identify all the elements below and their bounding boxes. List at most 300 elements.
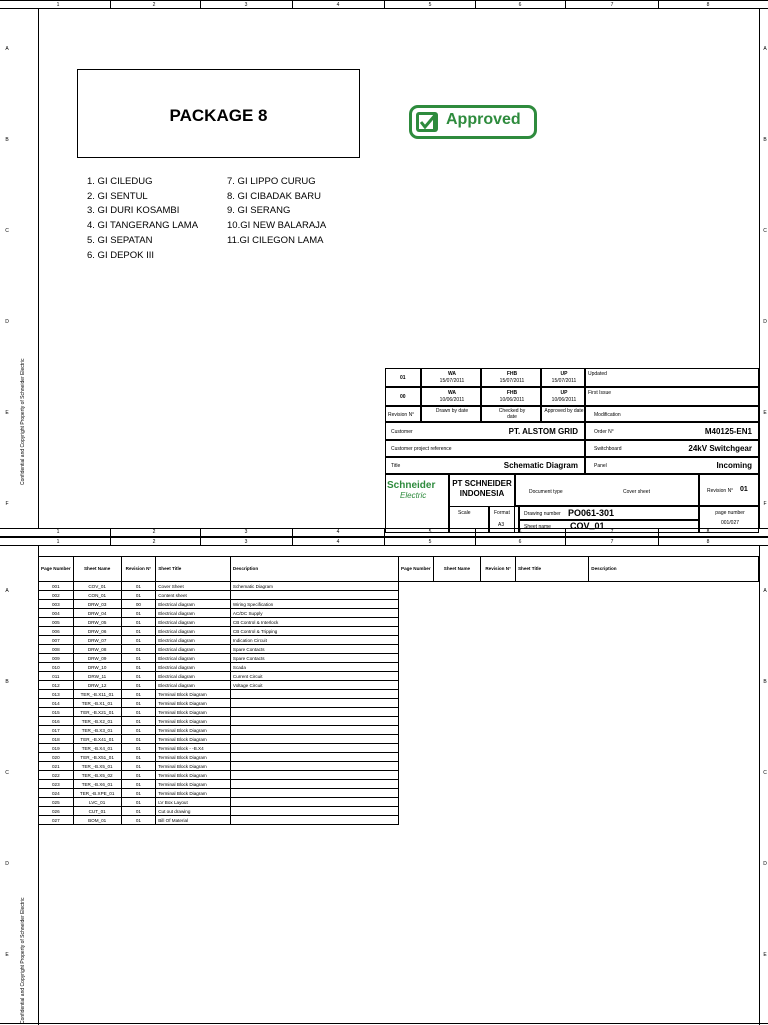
column-number: 3 bbox=[244, 2, 248, 8]
table-cell: 012 bbox=[39, 681, 74, 690]
table-cell: TER_-B.X41_01 bbox=[73, 735, 121, 744]
column-number: 6 bbox=[518, 529, 522, 535]
table-cell: 007 bbox=[39, 636, 74, 645]
approved-label: Approved bbox=[446, 111, 521, 128]
rev01-checked: FHB bbox=[506, 371, 518, 377]
column-number: 1 bbox=[56, 529, 60, 535]
column-divider bbox=[384, 538, 385, 546]
rev01-checked-date: 15/07/2011 bbox=[499, 378, 525, 384]
column-number: 5 bbox=[428, 539, 432, 545]
row-letter: A bbox=[763, 588, 767, 594]
table-cell: TER_-B.X51_01 bbox=[73, 753, 121, 762]
table-cell: 008 bbox=[39, 645, 74, 654]
column-divider bbox=[475, 1, 476, 9]
rev00-checked: FHB bbox=[506, 390, 518, 396]
table-cell: 027 bbox=[39, 816, 74, 825]
table-row bbox=[39, 609, 399, 618]
table-cell bbox=[230, 753, 398, 762]
hdr-checked: Checked by date bbox=[498, 408, 526, 420]
table-row bbox=[39, 816, 399, 825]
sheet-index-table bbox=[38, 556, 399, 825]
table-cell: 01 bbox=[121, 654, 156, 663]
column-number: 7 bbox=[610, 539, 614, 545]
revno-value: 01 bbox=[740, 486, 748, 493]
row-letter: D bbox=[763, 861, 767, 867]
row-letter: A bbox=[5, 588, 9, 594]
right-margin-line bbox=[759, 8, 760, 528]
table-cell: Cut out drawing bbox=[156, 807, 231, 816]
table-cell: 022 bbox=[39, 771, 74, 780]
row-letter: D bbox=[763, 319, 767, 325]
table-cell: Electrical diagram bbox=[156, 600, 231, 609]
table-cell bbox=[230, 789, 398, 798]
column-number: 4 bbox=[336, 539, 340, 545]
table-cell: DRW_12 bbox=[73, 681, 121, 690]
table-row bbox=[39, 645, 399, 654]
table-cell: CB Control & Interlock bbox=[230, 618, 398, 627]
column-divider bbox=[110, 1, 111, 9]
table-cell: 01 bbox=[121, 735, 156, 744]
table-cell: Electrical diagram bbox=[156, 618, 231, 627]
table-row bbox=[39, 690, 399, 699]
table-cell: 01 bbox=[121, 717, 156, 726]
table-row bbox=[39, 717, 399, 726]
table-cell: 01 bbox=[121, 807, 156, 816]
table-cell: 015 bbox=[39, 708, 74, 717]
table-cell: DRW_07 bbox=[73, 636, 121, 645]
table-cell: TER_-B.X11_01 bbox=[73, 690, 121, 699]
table-cell: Content sheet bbox=[156, 591, 231, 600]
rev01-no: 01 bbox=[400, 375, 406, 381]
rev00-drawn-date: 10/06/2011 bbox=[439, 397, 465, 403]
table-cell: 01 bbox=[121, 591, 156, 600]
column-number: 1 bbox=[56, 2, 60, 8]
table-cell: 019 bbox=[39, 744, 74, 753]
row-letter: D bbox=[5, 861, 9, 867]
table-cell: 01 bbox=[121, 582, 156, 591]
table-cell: 01 bbox=[121, 771, 156, 780]
gi-item: 7. GI LIPPO CURUG bbox=[227, 176, 316, 187]
doctype-label: Document type bbox=[529, 489, 563, 495]
hdr-rev: Revision N° bbox=[388, 412, 415, 418]
row-letter: E bbox=[5, 952, 9, 958]
table-cell: Electrical diagram bbox=[156, 627, 231, 636]
rev01-drawn: WA bbox=[447, 371, 457, 377]
table-cell: 006 bbox=[39, 627, 74, 636]
row-letter: D bbox=[5, 319, 9, 325]
table-cell: 01 bbox=[121, 708, 156, 717]
row-letter: F bbox=[5, 501, 9, 507]
column-divider bbox=[200, 528, 201, 536]
table-cell bbox=[230, 591, 398, 600]
gi-item: 5. GI SEPATAN bbox=[87, 234, 153, 246]
sheetname-label: Sheet name bbox=[524, 524, 551, 530]
table-cell bbox=[230, 807, 398, 816]
schneider-logo bbox=[385, 474, 449, 533]
table-cell: 01 bbox=[121, 672, 156, 681]
table-cell: DRW_05 bbox=[73, 618, 121, 627]
column-number: 3 bbox=[244, 539, 248, 545]
row-letter: B bbox=[5, 137, 9, 143]
table-cell: DRW_06 bbox=[73, 627, 121, 636]
table-cell: Terminal Block Diagram bbox=[156, 780, 231, 789]
format-value: A3 bbox=[498, 522, 505, 528]
rev00-no: 00 bbox=[400, 394, 406, 400]
table-cell bbox=[230, 690, 398, 699]
table-row bbox=[39, 726, 399, 735]
table-cell: Terminal Block Diagram bbox=[156, 699, 231, 708]
table-cell: Cover Sheet bbox=[156, 582, 231, 591]
table-cell: Terminal Block Diagram bbox=[156, 753, 231, 762]
table-header: Page Number bbox=[399, 557, 434, 582]
table-row bbox=[39, 744, 399, 753]
approved-stamp bbox=[409, 105, 537, 139]
table-cell: Electrical diagram bbox=[156, 654, 231, 663]
rev01-approved-date: 15/07/2011 bbox=[551, 378, 577, 384]
table-cell: 01 bbox=[121, 636, 156, 645]
table-cell: Terminal Block Diagram bbox=[156, 717, 231, 726]
table-row bbox=[39, 735, 399, 744]
gi-item: 6. GI DEPOK III bbox=[87, 249, 155, 261]
table-cell: 004 bbox=[39, 609, 74, 618]
table-cell: Electrical diagram bbox=[156, 672, 231, 681]
table-cell bbox=[230, 726, 398, 735]
column-number: 2 bbox=[152, 529, 156, 535]
table-cell bbox=[230, 717, 398, 726]
package-title: PACKAGE 8 bbox=[169, 106, 268, 125]
logo-top: Schneider bbox=[387, 480, 436, 491]
table-cell: Scada bbox=[230, 663, 398, 672]
table-row bbox=[39, 627, 399, 636]
table-cell: 01 bbox=[121, 744, 156, 753]
table-cell bbox=[230, 735, 398, 744]
table-cell: LV Box Layout bbox=[156, 798, 231, 807]
table-cell: Schematic Diagram bbox=[230, 582, 398, 591]
cust-ref-label: Customer project reference bbox=[391, 446, 452, 452]
row-letter: E bbox=[763, 410, 767, 416]
table-cell: DRW_08 bbox=[73, 645, 121, 654]
column-divider bbox=[475, 538, 476, 546]
table-cell: 01 bbox=[121, 753, 156, 762]
row-letter: C bbox=[763, 770, 767, 776]
column-number: 7 bbox=[610, 2, 614, 8]
table-row bbox=[39, 762, 399, 771]
title-label: Title bbox=[391, 463, 401, 469]
table-cell: TER_-B.X1_01 bbox=[73, 699, 121, 708]
gi-item: 3. GI DURI KOSAMBI bbox=[87, 205, 180, 217]
table-header: Sheet Name bbox=[433, 557, 481, 582]
table-row bbox=[39, 672, 399, 681]
sheetname-value: COV_01 bbox=[570, 521, 605, 531]
rev01-approved: UP bbox=[560, 371, 568, 377]
customer-value: PT. ALSTOM GRID bbox=[508, 427, 578, 436]
page-value: 001/027 bbox=[720, 520, 740, 526]
row-letter: B bbox=[763, 679, 767, 685]
check-icon bbox=[416, 112, 438, 132]
table-cell: Electrical diagram bbox=[156, 645, 231, 654]
gi-item: 11.GI CILEGON LAMA bbox=[227, 234, 324, 246]
table-cell: DRW_03 bbox=[73, 600, 121, 609]
column-number: 3 bbox=[244, 529, 248, 535]
row-letter: F bbox=[763, 501, 767, 507]
hdr-mod: Modification bbox=[594, 412, 621, 418]
content-sheet bbox=[0, 537, 768, 1024]
column-number: 2 bbox=[152, 2, 156, 8]
table-cell: 001 bbox=[39, 582, 74, 591]
table-cell: Voltage Circuit bbox=[230, 681, 398, 690]
table-cell: 00 bbox=[121, 600, 156, 609]
table-row bbox=[39, 591, 399, 600]
table-row bbox=[39, 708, 399, 717]
table-cell: Current Circuit bbox=[230, 672, 398, 681]
column-divider bbox=[110, 538, 111, 546]
table-cell: 01 bbox=[121, 681, 156, 690]
rev01-mod: Updated bbox=[588, 371, 607, 377]
table-cell: TER_-B.X5_02 bbox=[73, 771, 121, 780]
table-cell: Electrical diagram bbox=[156, 681, 231, 690]
table-cell: DRW_04 bbox=[73, 609, 121, 618]
table-cell bbox=[230, 771, 398, 780]
table-cell: Terminal Block Diagram bbox=[156, 726, 231, 735]
table-header: Description bbox=[589, 557, 759, 582]
table-cell: 016 bbox=[39, 717, 74, 726]
table-row bbox=[39, 789, 399, 798]
table-cell: Electrical diagram bbox=[156, 609, 231, 618]
table-cell: Bill Of Material bbox=[156, 816, 231, 825]
drawing-value: PO061-301 bbox=[568, 508, 615, 518]
table-cell bbox=[230, 798, 398, 807]
table-cell: 014 bbox=[39, 699, 74, 708]
column-divider bbox=[384, 1, 385, 9]
column-number: 5 bbox=[428, 2, 432, 8]
table-header: Description bbox=[230, 557, 398, 582]
table-cell: 026 bbox=[39, 807, 74, 816]
table-cell: 018 bbox=[39, 735, 74, 744]
table-cell: TER_-B.X4_01 bbox=[73, 744, 121, 753]
doctype-value: Cover sheet bbox=[623, 489, 650, 495]
table-cell: Spare Contacts bbox=[230, 645, 398, 654]
gi-item: 9. GI SERANG bbox=[227, 205, 291, 217]
hdr-approved: Approved by date bbox=[544, 408, 584, 414]
table-cell: 01 bbox=[121, 762, 156, 771]
rev00-approved-date: 10/06/2011 bbox=[551, 397, 577, 403]
table-cell: 017 bbox=[39, 726, 74, 735]
column-number: 7 bbox=[610, 529, 614, 535]
table-cell: Wiring Specification bbox=[230, 600, 398, 609]
column-divider bbox=[200, 538, 201, 546]
row-letter: C bbox=[5, 228, 9, 234]
table-cell: Spare Contacts bbox=[230, 654, 398, 663]
table-row bbox=[39, 771, 399, 780]
title-block bbox=[385, 368, 759, 533]
table-cell: Terminal Block Diagram bbox=[156, 762, 231, 771]
table-header: Revision N° bbox=[481, 557, 516, 582]
column-divider bbox=[658, 1, 659, 9]
table-cell bbox=[230, 744, 398, 753]
rev00-mod: First Issue bbox=[588, 390, 612, 396]
table-cell: 013 bbox=[39, 690, 74, 699]
title-value: Schematic Diagram bbox=[503, 461, 578, 470]
table-cell bbox=[230, 780, 398, 789]
table-cell: 025 bbox=[39, 798, 74, 807]
table-row bbox=[39, 663, 399, 672]
table-cell: 021 bbox=[39, 762, 74, 771]
table-cell: 01 bbox=[121, 609, 156, 618]
table-cell: TER_-B.X5_01 bbox=[73, 762, 121, 771]
table-cell: 01 bbox=[121, 699, 156, 708]
table-cell: COV_01 bbox=[73, 582, 121, 591]
column-divider bbox=[658, 538, 659, 546]
column-number: 4 bbox=[336, 2, 340, 8]
table-row bbox=[39, 618, 399, 627]
scale-label: Scale bbox=[458, 510, 471, 516]
table-cell: CB Control & Tripping bbox=[230, 627, 398, 636]
row-letter: E bbox=[5, 410, 9, 416]
table-cell: 01 bbox=[121, 780, 156, 789]
table-row bbox=[39, 780, 399, 789]
table-cell: 01 bbox=[121, 816, 156, 825]
table-cell: CON_01 bbox=[73, 591, 121, 600]
table-cell: DRW_09 bbox=[73, 654, 121, 663]
row-letter: C bbox=[5, 770, 9, 776]
confidential-note-2: Confidential and Copyright Property of Schneider Electric bbox=[20, 897, 26, 1024]
table-row bbox=[39, 753, 399, 762]
row-letter: C bbox=[763, 228, 767, 234]
table-header: Sheet Title bbox=[515, 557, 588, 582]
page-label: page number bbox=[715, 510, 745, 516]
table-cell: Indication Circuit bbox=[230, 636, 398, 645]
table-cell: Terminal Block Diagram bbox=[156, 708, 231, 717]
table-cell: 002 bbox=[39, 591, 74, 600]
table-cell: 024 bbox=[39, 789, 74, 798]
row-letter: A bbox=[763, 46, 767, 52]
table-cell: 010 bbox=[39, 663, 74, 672]
confidential-note: Confidential and Copyright Property of Schneider Electric bbox=[20, 358, 26, 485]
row-letter: B bbox=[5, 679, 9, 685]
table-cell: Electrical diagram bbox=[156, 636, 231, 645]
rev01-drawn-date: 15/07/2011 bbox=[439, 378, 465, 384]
customer-label: Customer bbox=[391, 429, 413, 435]
table-row bbox=[39, 699, 399, 708]
table-cell: 01 bbox=[121, 645, 156, 654]
column-number: 8 bbox=[706, 2, 710, 8]
table-cell bbox=[230, 699, 398, 708]
table-cell: Terminal Block Diagram bbox=[156, 789, 231, 798]
format-label: Format bbox=[494, 510, 510, 516]
table-cell: 005 bbox=[39, 618, 74, 627]
gi-item: 1. GI CILEDUG bbox=[87, 176, 153, 187]
logo-bottom: Electric bbox=[400, 491, 427, 500]
column-number: 8 bbox=[706, 529, 710, 535]
hdr-drawn: Drawn by date bbox=[435, 408, 469, 414]
table-cell: BOM_01 bbox=[73, 816, 121, 825]
column-number: 2 bbox=[152, 539, 156, 545]
table-cell: 01 bbox=[121, 726, 156, 735]
gi-item: 10.GI NEW BALARAJA bbox=[227, 220, 327, 232]
gi-item: 4. GI TANGERANG LAMA bbox=[87, 220, 199, 232]
table-cell: 01 bbox=[121, 627, 156, 636]
column-number: 6 bbox=[518, 2, 522, 8]
revno-label: Revision N° bbox=[707, 488, 734, 494]
table-header: Page Number bbox=[39, 557, 74, 582]
package-box bbox=[77, 69, 360, 158]
row-letter: A bbox=[5, 46, 9, 52]
order-label: Order N° bbox=[594, 429, 614, 435]
table-cell: Electrical diagram bbox=[156, 663, 231, 672]
table-cell: 01 bbox=[121, 798, 156, 807]
table-cell: 01 bbox=[121, 618, 156, 627]
table-row bbox=[39, 798, 399, 807]
table-cell: LVC_01 bbox=[73, 798, 121, 807]
column-number: 4 bbox=[336, 529, 340, 535]
table-cell: 01 bbox=[121, 663, 156, 672]
table-cell: TER_-B.X6_01 bbox=[73, 780, 121, 789]
table-cell bbox=[230, 816, 398, 825]
table-cell: TER_-B.X21_01 bbox=[73, 708, 121, 717]
switchboard-label: Switchboard bbox=[594, 446, 622, 452]
table-cell: 01 bbox=[121, 789, 156, 798]
rev00-checked-date: 10/06/2011 bbox=[499, 397, 525, 403]
column-divider bbox=[110, 528, 111, 536]
rev00-approved: UP bbox=[560, 390, 568, 396]
table-cell: TER_-B.X3_01 bbox=[73, 726, 121, 735]
table-cell: 020 bbox=[39, 753, 74, 762]
table-cell: CUT_01 bbox=[73, 807, 121, 816]
column-divider bbox=[565, 1, 566, 9]
table-row bbox=[39, 654, 399, 663]
table-cell: Terminal Block Diagram bbox=[156, 771, 231, 780]
column-number: 1 bbox=[56, 539, 60, 545]
table-row bbox=[39, 600, 399, 609]
drawing-label: Drawing number bbox=[524, 511, 561, 517]
column-divider bbox=[292, 528, 293, 536]
order-value: M40125-EN1 bbox=[704, 427, 752, 436]
table-cell: 003 bbox=[39, 600, 74, 609]
gi-item: 2. GI SENTUL bbox=[87, 190, 148, 202]
column-divider bbox=[292, 1, 293, 9]
table-cell: Terminal Block - -B.X4 bbox=[156, 744, 231, 753]
table-header: Sheet Name bbox=[73, 557, 121, 582]
table-cell: TER_-B.XPE_01 bbox=[73, 789, 121, 798]
table-cell: DRW_11 bbox=[73, 672, 121, 681]
table-row bbox=[39, 807, 399, 816]
table-cell: 01 bbox=[121, 690, 156, 699]
table-cell: 023 bbox=[39, 780, 74, 789]
table-header: Sheet Title bbox=[156, 557, 231, 582]
column-divider bbox=[200, 1, 201, 9]
table-cell bbox=[230, 708, 398, 717]
row-letter: B bbox=[763, 137, 767, 143]
sheet-index-table-right bbox=[398, 556, 759, 582]
panel-label: Panel bbox=[594, 463, 607, 469]
panel-value: Incoming bbox=[716, 461, 752, 470]
table-cell: Terminal Block Diagram bbox=[156, 690, 231, 699]
switchboard-value: 24kV Switchgear bbox=[688, 444, 752, 453]
company-name: PT SCHNEIDER INDONESIA bbox=[452, 479, 512, 498]
table-cell: Terminal Block Diagram bbox=[156, 735, 231, 744]
table-header: Revision N° bbox=[121, 557, 156, 582]
column-number: 5 bbox=[428, 529, 432, 535]
table-cell: 011 bbox=[39, 672, 74, 681]
column-number: 6 bbox=[518, 539, 522, 545]
column-number: 8 bbox=[706, 539, 710, 545]
table-cell: TER_-B.X2_01 bbox=[73, 717, 121, 726]
table-cell bbox=[230, 762, 398, 771]
table-row bbox=[39, 636, 399, 645]
table-row bbox=[39, 681, 399, 690]
table-row bbox=[39, 582, 399, 591]
column-divider bbox=[292, 538, 293, 546]
